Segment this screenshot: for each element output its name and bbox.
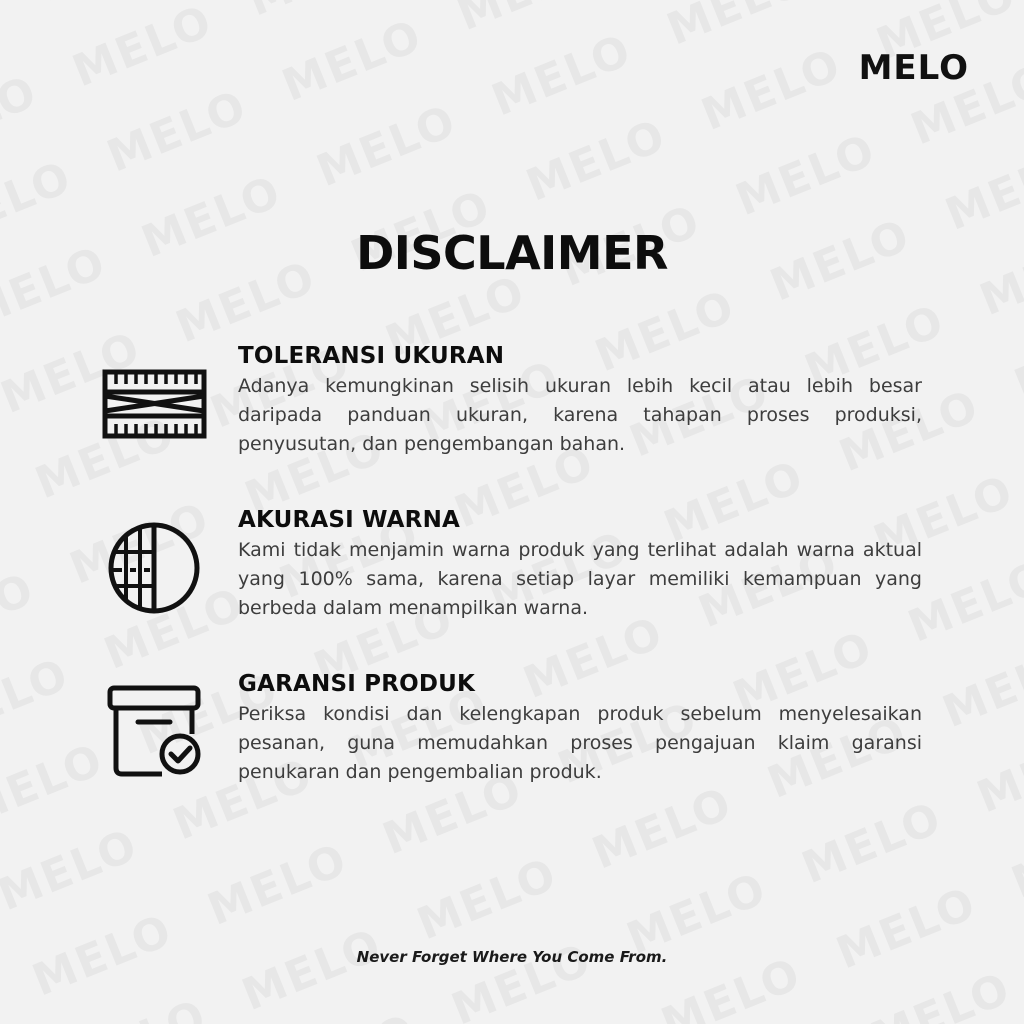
- watermark-text: [241, 0, 395, 26]
- watermark-text: [100, 80, 254, 182]
- watermark-text: [310, 95, 464, 197]
- watermark-text: [479, 1019, 633, 1024]
- watermark-text: [519, 109, 673, 211]
- watermark-text: [201, 833, 355, 935]
- watermark-text: [729, 124, 883, 226]
- watermark-text: [0, 648, 76, 750]
- watermark-text: [970, 721, 1024, 823]
- brand-logo: MELO: [858, 48, 969, 88]
- watermark-text: [275, 10, 429, 112]
- section-heading: GARANSI PRODUK: [238, 671, 476, 697]
- watermark-text: [1004, 806, 1024, 908]
- watermark-text: [485, 24, 639, 126]
- watermark-text: [445, 933, 599, 1024]
- tagline: Never Forget Where You Come From.: [356, 948, 668, 966]
- watermark-text: [0, 734, 111, 836]
- watermark-text: [0, 819, 145, 921]
- section-heading: AKURASI WARNA: [238, 507, 461, 533]
- watermark-text: [410, 848, 564, 950]
- watermark-text: [0, 478, 7, 580]
- watermark-text: [450, 0, 604, 41]
- section-body: Kami tidak menjamin warna produk yang terlihat adalah warna aktual yang 100% sama, karena setiap layar memiliki kemampuan yang berbeda dalam menampilkan warna.: [238, 539, 922, 619]
- watermark-text: [795, 792, 949, 894]
- watermark-text: [660, 0, 814, 55]
- watermark-text: [31, 0, 185, 12]
- watermark-text: [585, 777, 739, 879]
- watermark-text: [0, 563, 42, 665]
- watermark-text: [269, 1004, 423, 1024]
- section-body: Adanya kemungkinan selisih ukuran lebih kecil atau lebih besar daripada panduan ukuran, karena tahapan proses produksi, penyusutan, dan pengembangan bahan.: [238, 375, 922, 455]
- watermark-text: [0, 66, 45, 168]
- color-palette-icon: [100, 518, 210, 628]
- section-heading: TOLERANSI UKURAN: [238, 343, 505, 369]
- box-check-icon: [100, 682, 210, 792]
- watermark-text: [694, 39, 848, 141]
- watermark-text: [864, 962, 1018, 1024]
- watermark-text: [0, 0, 10, 82]
- watermark-text: [1007, 309, 1024, 411]
- section-body: Periksa kondisi dan kelengkapan produk sebelum menyelesaikan pesanan, guna memudahkan proses pengajuan klaim garansi penukaran dan pengembalian produk.: [238, 703, 922, 783]
- watermark-text: [60, 990, 214, 1024]
- watermark-text: [235, 919, 389, 1021]
- watermark-text: [936, 636, 1024, 738]
- watermark-text: [65, 0, 219, 97]
- watermark-text: [0, 975, 4, 1024]
- page-title: DISCLAIMER: [356, 226, 668, 280]
- ruler-icon: [100, 364, 210, 474]
